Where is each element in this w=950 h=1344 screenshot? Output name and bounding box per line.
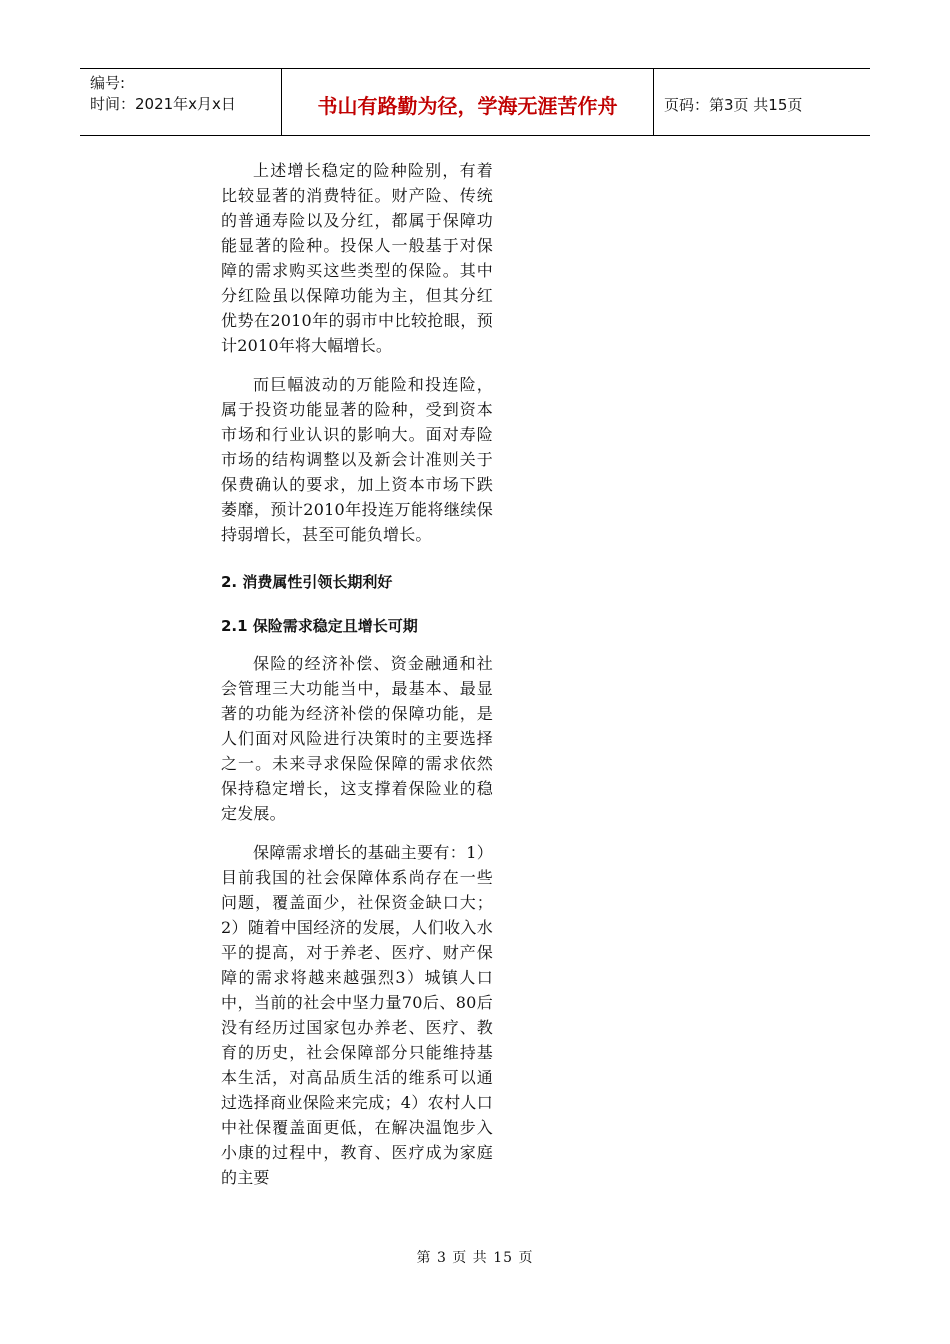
paragraph-demand-basis <box>221 840 493 1190</box>
page-footer: 第 3 页 共 15 页 <box>416 1250 534 1266</box>
document-number-label: 编号: <box>90 74 126 92</box>
document-date: 时间：2021年x月x日 <box>90 95 236 113</box>
section-heading: 2. 消费属性引领长期利好 <box>221 573 393 591</box>
header-page-number: 页码：第3页 共15页 <box>664 95 803 114</box>
subsection-heading: 2.1 保险需求稳定且增长可期 <box>221 617 418 635</box>
paragraph-list-text: 1）目前我国的社会保障体系尚存在一些问题，覆盖面少，社保资金缺口大；2）随着中国经济的发展，人们收入水平的提高，对于养老、医疗、财产保障的需求将越来越强烈3）城镇人口中，当前的社会中坚力量70后、80后没有经历过国家包办养老、医疗、教育的历史，社会保障部分只能维持基本生活，对高品质生活的维系可以通过选择商业保险来完成；4）农村人口中社保覆盖面更低，在解决温饱步入小康的过程中，教育、医疗成为家庭的主要 <box>221 843 493 1187</box>
paragraph-lead-text: 保障需求增长的基础主要有： <box>253 843 467 862</box>
header-motto: 书山有路勤为径，学海无涯苦作舟 <box>282 69 654 135</box>
header-meta <box>80 69 282 135</box>
paragraph-stable-lines: 上述增长稳定的险种险别，有着比较显著的消费特征。财产险、传统的普通寿险以及分红，都属于保障功能显著的险种。投保人一般基于对保障的需求购买这些类型的保险。其中分红险虽以保障功能为主，但其分红优势在2010年的弱市中比较抢眼，预计2010年将大幅增长。 <box>221 161 493 355</box>
paragraph-volatile-lines: 而巨幅波动的万能险和投连险，属于投资功能显著的险种，受到资本市场和行业认识的影响大。面对寿险市场的结构调整以及新会计准则关于保费确认的要求，加上资本市场下跌萎靡，预计2010年投连万能将继续保持弱增长，甚至可能负增长。 <box>221 375 493 544</box>
paragraph-insurance-functions: 保险的经济补偿、资金融通和社会管理三大功能当中，最基本、最显著的功能为经济补偿的保障功能，是人们面对风险进行决策时的主要选择之一。未来寻求保险保障的需求依然保持稳定增长，这支撑着保险业的稳定发展。 <box>221 654 493 823</box>
page-header <box>80 68 870 136</box>
document-body <box>221 158 493 1204</box>
